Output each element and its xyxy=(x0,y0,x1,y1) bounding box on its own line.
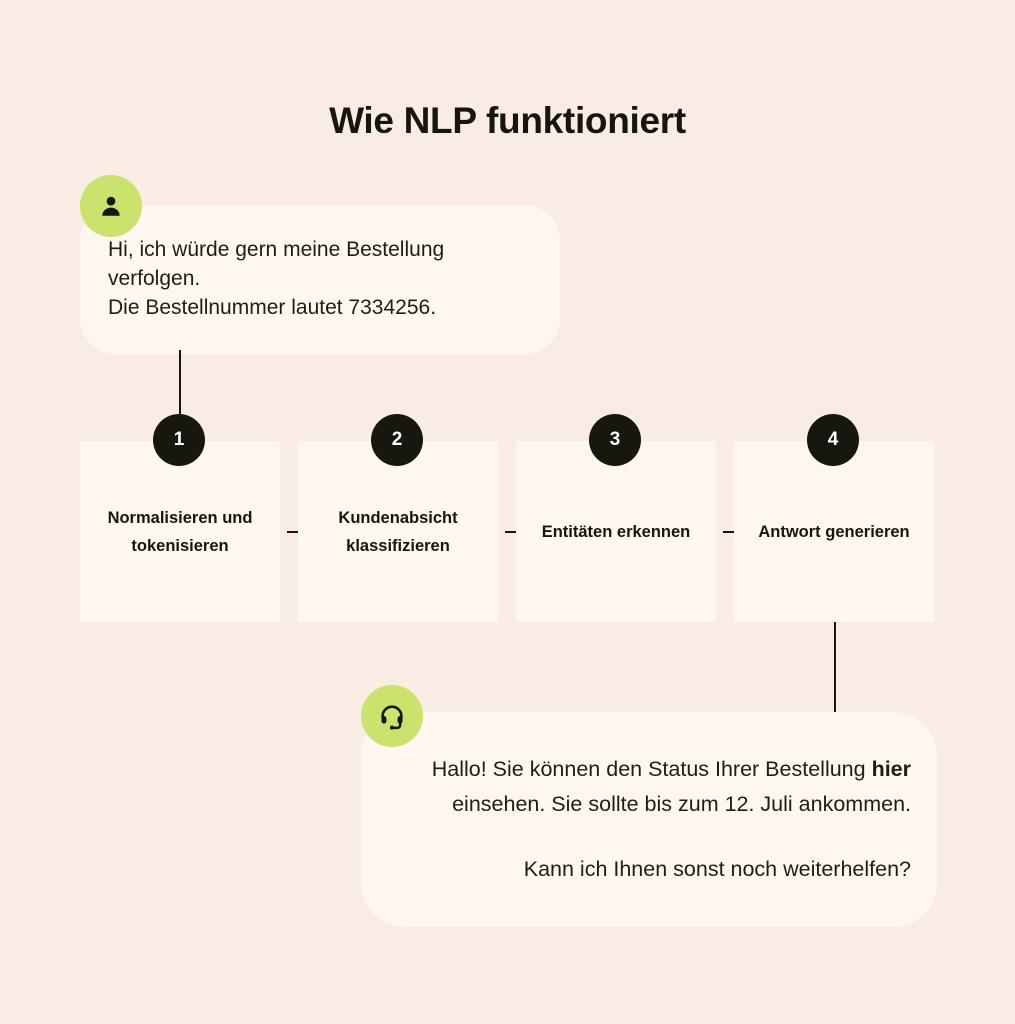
step-badge-4: 4 xyxy=(807,414,859,466)
step-badge-2: 2 xyxy=(371,414,423,466)
step-label-3: Entitäten erkennen xyxy=(541,522,691,541)
step-card-2 xyxy=(298,441,498,622)
user-message-line-2: verfolgen. xyxy=(108,267,201,290)
step-card-1 xyxy=(80,441,280,622)
agent-message-paragraph-2: Kann ich Ihnen sonst noch weiterhelfen? xyxy=(523,857,911,881)
agent-message-paragraph-1 xyxy=(407,752,911,822)
connector-step-4-to-agent xyxy=(834,622,836,722)
step-badge-1: 1 xyxy=(153,414,205,466)
user-message-line-3: Die Bestellnummer lautet 7334256. xyxy=(108,296,437,319)
agent-message-bubble xyxy=(361,712,937,927)
agent-message-text-after: einsehen. Sie sollte bis zum 12. Juli ankommen. xyxy=(452,792,911,816)
agent-message-link[interactable]: hier xyxy=(871,757,911,781)
step-badge-3: 3 xyxy=(589,414,641,466)
headset-icon xyxy=(361,685,423,747)
step-card-4 xyxy=(734,441,934,622)
agent-message-spacer xyxy=(407,822,911,852)
agent-message-text-before: Hallo! Sie können den Status Ihrer Bestellung xyxy=(431,757,872,781)
step-label-2: Kundenabsicht klassifizieren xyxy=(338,508,458,555)
person-icon xyxy=(80,175,142,237)
user-message-bubble xyxy=(80,205,560,354)
page-title: Wie NLP funktioniert xyxy=(329,100,686,141)
step-label-4: Antwort generieren xyxy=(758,522,910,541)
step-label-1: Normalisieren und tokenisieren xyxy=(107,508,253,555)
user-message-line-1: Hi, ich würde gern meine Bestellung xyxy=(108,238,445,261)
step-card-3 xyxy=(516,441,716,622)
